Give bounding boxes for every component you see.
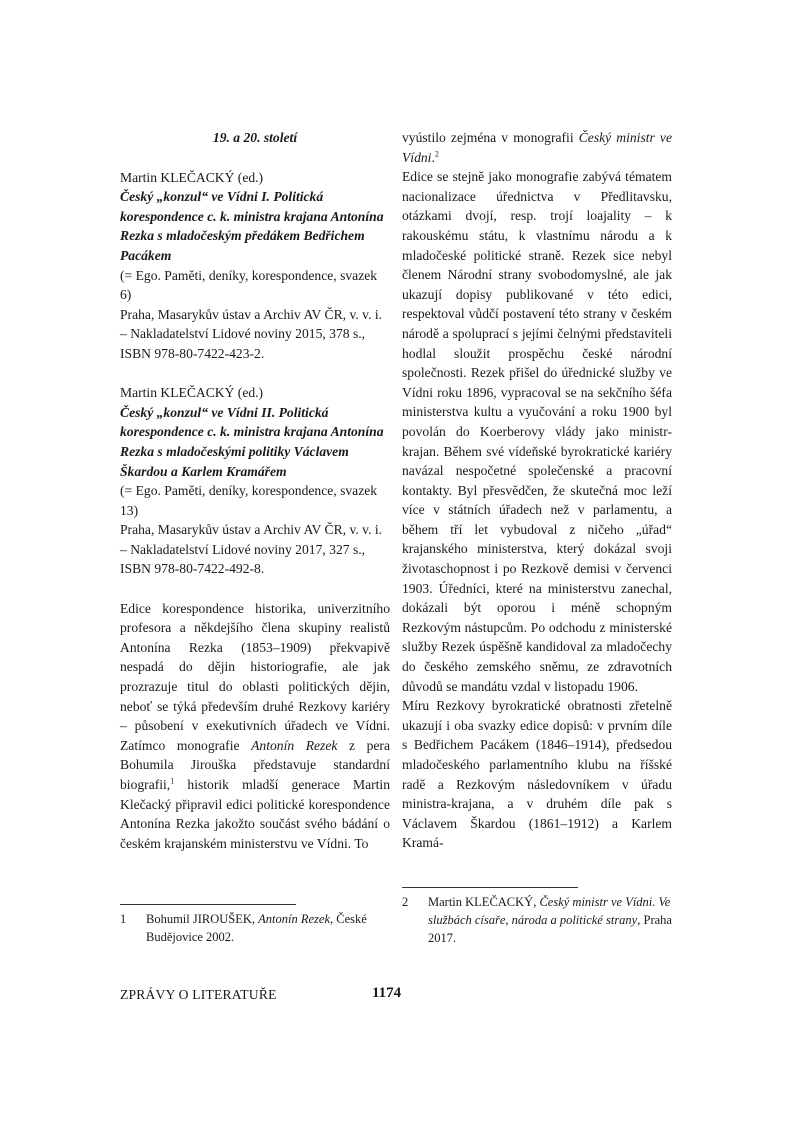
footnote-text-part: Bohumil JIROUŠEK, (146, 912, 259, 926)
footnote-ref-1[interactable]: 1 (170, 776, 175, 786)
footnote-2 (402, 893, 672, 947)
body-paragraph: Edice se stejně jako monografie zabývá tématem nacionalizace úřednictva v Předlitavsku, otázkami dvojí, resp. trojí loajality – k rakouskému státu, k vlastnímu národu a k mladočeské politické straně. Rezek sice nebyl členem Národní strany svobodomyslné, ale jak ukazují dopisy publikované v této edici, respektoval vůdčí postavení této strany v českém národě a spoluprací s jejími čelnými představiteli hodlal sloužit prospěchu české národní společnosti. Rezek přišel do úřednické služby ve Vídni roku 1896, vypracoval se na sekčního šéfa ministerstva kultu a vyučování a roku 1900 byl povolán do Koerberovy vlády jako ministr-krajan. Během své vídeňské byrokratické kariéry navázal nespočetné společenské a pracovní kontakty. Byl přesvědčen, že skutečná moc leží více v státních úřadech než v parlamentu, a během tří let vybudoval z ničeho „úřad“ krajanského ministerstva, který dokázal svoji životaschopnost i po Rezkově demisi v červenci 1903. Úředníci, které na ministerstvu zanechal, dokázali být oporou i méně schopným Rezkovým nástupcům. Po odchodu z ministerské služby Rezek úspěšně kandidoval za mladočechy do českého zemského sněmu, ze zdravotních důvodů se mandátu vzdal v listopadu 1906. (402, 169, 672, 694)
entry-publisher: Praha, Masarykův ústav a Archiv AV ČR, v. v. i. – Nakladatelství Lidové noviny 2017, 327 s., ISBN 978-80-7422-492-8. (120, 522, 383, 577)
footnote-text-part: , České Budějovice 2002. (146, 912, 367, 944)
body-text: historik mladší generace Martin Klečacký připravil edici politické korespondence Antonína Rezka jakožto součást svého bádání o českém krajanském ministerstvu ve Vídni. To (120, 777, 390, 851)
footnote-text-part: , Praha 2017. (428, 913, 672, 945)
footnote-italic: Antonín Rezek (258, 912, 331, 926)
entry-author: Martin KLEČACKÝ (ed.) (120, 385, 264, 401)
footnote-number: 1 (120, 912, 127, 926)
body-paragraph (402, 128, 672, 167)
body-italic-title: Český ministr ve Vídni (402, 130, 672, 165)
footnote-number: 2 (402, 895, 409, 909)
footnote-ref-2[interactable]: 2 (434, 149, 439, 159)
footnote-divider (120, 904, 296, 905)
footnote-text (120, 910, 390, 946)
body-italic-title: Antonín Rezek (251, 737, 338, 753)
entry-series: (= Ego. Paměti, deníky, korespondence, svazek 13) (120, 483, 378, 518)
page-number: 1174 (372, 985, 402, 1001)
entry-title: Český „konzul“ ve Vídni I. Politická korespondence c. k. ministra krajana Antonína Rezka s mladočeským předákem Bedřichem Pacákem (120, 189, 384, 263)
right-column (402, 128, 672, 853)
footnote-italic: Český ministr ve Vídni. Ve službách císaře, národa a politické strany (428, 895, 671, 927)
body-paragraph: Míru Rezkovy byrokratické obratnosti zřetelně ukazují i oba svazky edice dopisů: v prvním díle s Bedřichem Pacákem (1846–1914), předsedou mladočeského parlamentního klubu na říšské radě a Rezkovým následovníkem v úřadu ministra-krajana, a v druhém díle pak s Václavem Škardou (1861–1912) a Karlem Kramá- (402, 698, 672, 851)
body-text: vyústilo zejména v monografii (402, 130, 579, 145)
body-paragraph (120, 599, 390, 854)
footnote-text (402, 893, 672, 947)
bibliographic-entry-2 (120, 383, 390, 579)
body-text: Edice korespondence historika, univerzitního profesora a někdejšího člena skupiny realistů Antonína Rezka (1853–1909) překvapivě nespadá do dějin historiografie, ale jak prozrazuje titul do oblasti politických dějin, neboť se týká především druhé Rezkovy kariéry – působení v exekutivních úřadech ve Vídni. Zatímco monografie (120, 600, 390, 753)
bibliographic-entry-1 (120, 168, 390, 364)
body-text: . (431, 149, 435, 165)
entry-series: (= Ego. Paměti, deníky, korespondence, svazek 6) (120, 267, 378, 303)
entry-title: Český „konzul“ ve Vídni II. Politická korespondence c. k. ministra krajana Antonína Rezka s mladočeskými politiky Václavem Škardou a Karlem Kramářem (120, 404, 384, 479)
footnote-text-part: Martin KLEČACKÝ, (428, 895, 540, 909)
entry-author: Martin KLEČACKÝ (ed.) (120, 169, 264, 185)
section-heading: 19. a 20. století (212, 130, 298, 145)
left-column (120, 128, 390, 853)
footnote-1 (120, 910, 390, 946)
entry-publisher: Praha, Masarykův ústav a Archiv AV ČR, v. v. i. – Nakladatelství Lidové noviny 2015, 378 s., ISBN 978-80-7422-423-2. (120, 306, 383, 361)
journal-name: ZPRÁVY O LITERATUŘE (120, 987, 277, 1002)
body-text: z pera Bohumila Jirouška představuje standardní biografii, (120, 737, 390, 792)
footnote-divider (402, 887, 578, 888)
